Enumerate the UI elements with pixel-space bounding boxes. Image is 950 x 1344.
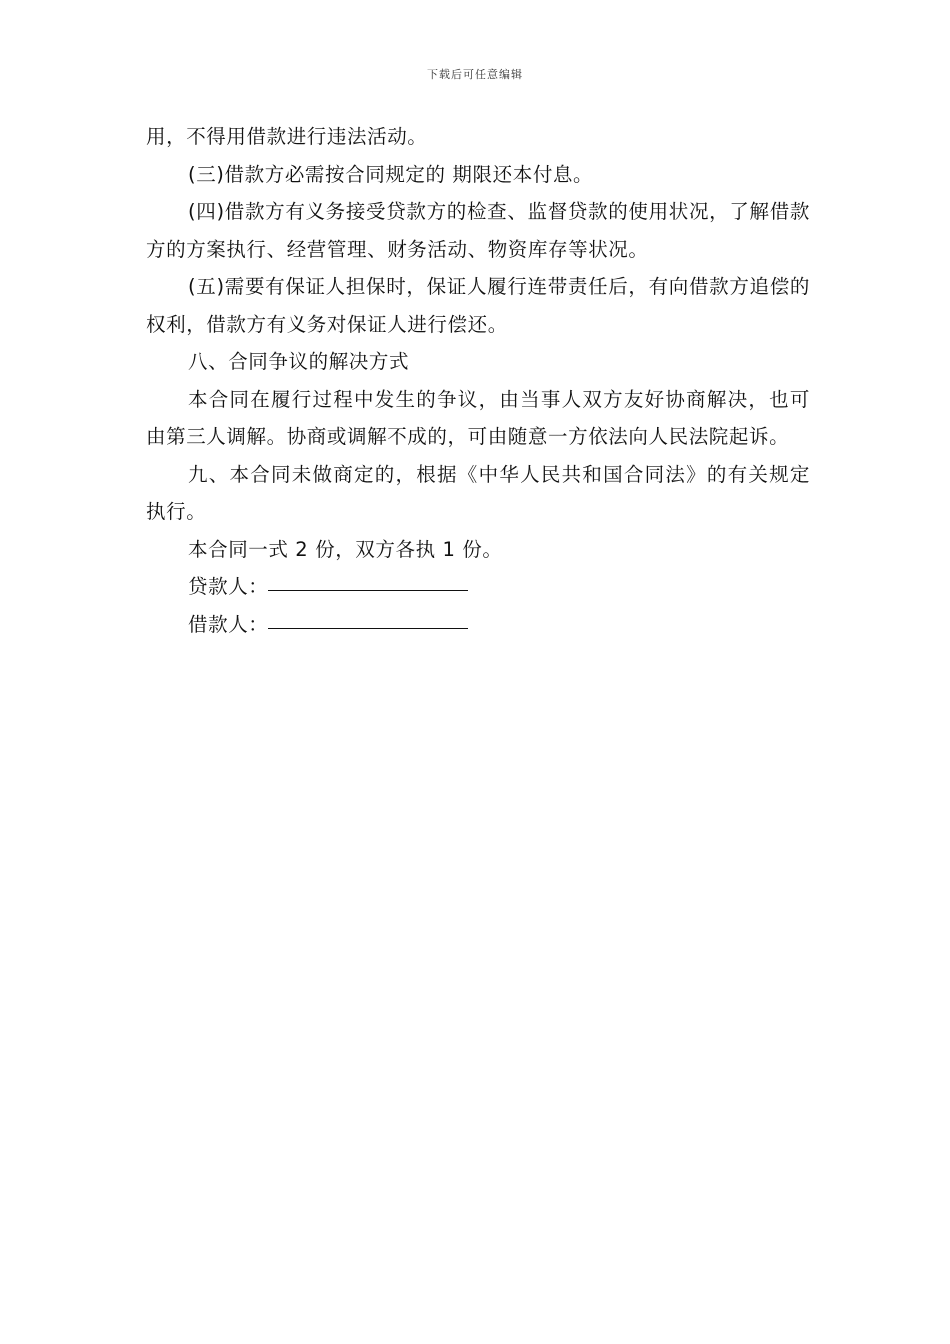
borrower-signature-row [146,606,810,644]
lender-signature-row [146,568,810,606]
borrower-label: 借款人： [188,612,269,636]
paragraph-clause-3: (三)借款方必需按合同规定的 期限还本付息。 [188,162,594,186]
section-heading-8: 八、合同争议的解决方式 [188,350,410,373]
paragraph-clause-4: (四)借款方有义务接受贷款方的检查、监督贷款的使用状况，了解借款方的方案执行、经营管理、财务活动、物资库存等状况。 [146,200,810,261]
page-header: 下载后可任意编辑 [427,68,523,81]
section-heading-9: 九、本合同未做商定的，根据《中华人民共和国合同法》的有关规定执行。 [146,462,810,523]
contract-body [146,118,810,643]
paragraph-clause-5: (五)需要有保证人担保时，保证人履行连带责任后，有向借款方追偿的权利，借款方有义务对保证人进行偿还。 [146,275,810,336]
lender-signature-line [268,570,468,591]
paragraph-continuation: 用，不得用借款进行违法活动。 [146,125,428,148]
paragraph-copies: 本合同一式 2 份，双方各执 1 份。 [188,537,503,561]
lender-label: 贷款人： [188,575,269,598]
paragraph-dispute-resolution: 本合同在履行过程中发生的争议，由当事人双方友好协商解决，也可由第三人调解。协商或调解不成的，可由随意一方依法向人民法院起诉。 [146,387,810,448]
borrower-signature-line [268,608,468,629]
